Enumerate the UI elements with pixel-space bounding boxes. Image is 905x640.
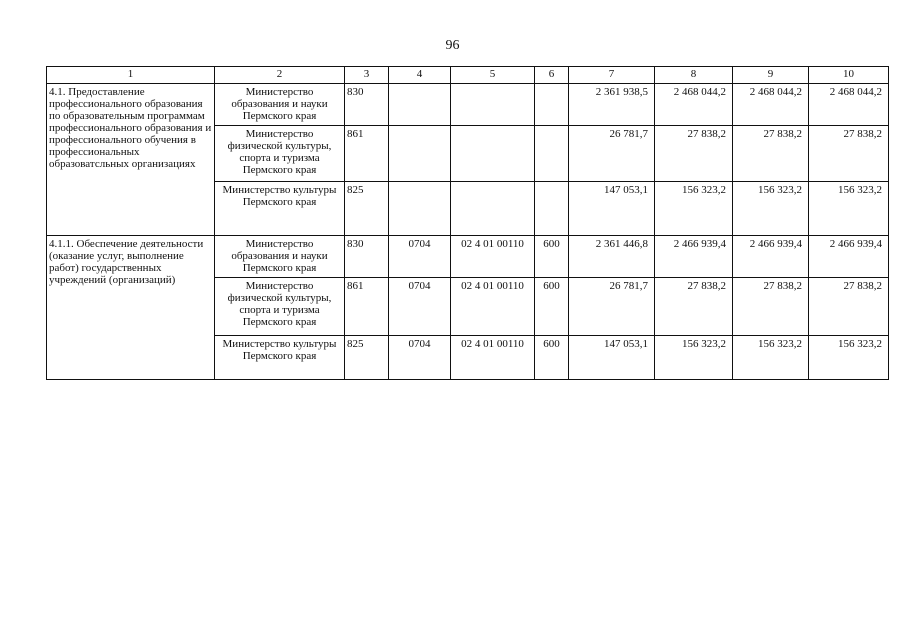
expense-type-cell: 600 — [535, 236, 569, 278]
amount-cell: 27 838,2 — [733, 278, 809, 336]
amount-cell: 2 361 446,8 — [569, 236, 655, 278]
code-cell: 861 — [345, 126, 389, 182]
org-cell: Министерство культуры Пермского края — [215, 182, 345, 236]
program-name-cell: 4.1.1. Обеспечение деятельности (оказание услуг, выполнение работ) государственных учреждений (организаций) — [47, 236, 215, 380]
target-article-cell — [451, 126, 535, 182]
amount-cell: 2 468 044,2 — [809, 84, 889, 126]
column-header: 4 — [389, 67, 451, 84]
amount-cell: 26 781,7 — [569, 278, 655, 336]
amount-cell: 156 323,2 — [733, 182, 809, 236]
section-cell: 0704 — [389, 236, 451, 278]
amount-cell: 156 323,2 — [809, 336, 889, 380]
section-cell — [389, 126, 451, 182]
amount-cell: 2 466 939,4 — [733, 236, 809, 278]
org-cell: Министерство образования и науки Пермского края — [215, 84, 345, 126]
expense-type-cell: 600 — [535, 336, 569, 380]
page-number: 96 — [445, 38, 460, 53]
target-article-cell: 02 4 01 00110 — [451, 278, 535, 336]
code-cell: 825 — [345, 336, 389, 380]
budget-table — [46, 66, 889, 380]
target-article-cell — [451, 84, 535, 126]
column-header: 7 — [569, 67, 655, 84]
amount-cell: 27 838,2 — [809, 126, 889, 182]
expense-type-cell — [535, 182, 569, 236]
section-cell — [389, 182, 451, 236]
column-header: 9 — [733, 67, 809, 84]
target-article-cell: 02 4 01 00110 — [451, 236, 535, 278]
amount-cell: 27 838,2 — [733, 126, 809, 182]
target-article-cell: 02 4 01 00110 — [451, 336, 535, 380]
amount-cell: 156 323,2 — [733, 336, 809, 380]
column-header: 10 — [809, 67, 889, 84]
amount-cell: 156 323,2 — [655, 182, 733, 236]
org-cell: Министерство образования и науки Пермского края — [215, 236, 345, 278]
program-name-cell: 4.1. Предоставление профессионального образования по образовательным программам профессионального образования и профессионального обучения в профессиональных образоватсльных организациях — [47, 84, 215, 236]
amount-cell: 2 466 939,4 — [655, 236, 733, 278]
column-header: 6 — [535, 67, 569, 84]
org-cell: Министерство физической культуры, спорта и туризма Пермского края — [215, 278, 345, 336]
code-cell: 830 — [345, 84, 389, 126]
amount-cell: 147 053,1 — [569, 336, 655, 380]
header-row — [47, 67, 889, 84]
table-row — [47, 84, 889, 126]
expense-type-cell — [535, 126, 569, 182]
amount-cell: 2 468 044,2 — [655, 84, 733, 126]
column-header: 3 — [345, 67, 389, 84]
org-cell: Министерство физической культуры, спорта и туризма Пермского края — [215, 126, 345, 182]
amount-cell: 156 323,2 — [809, 182, 889, 236]
expense-type-cell — [535, 84, 569, 126]
table-row — [47, 236, 889, 278]
code-cell: 825 — [345, 182, 389, 236]
amount-cell: 27 838,2 — [655, 278, 733, 336]
column-header: 8 — [655, 67, 733, 84]
code-cell: 830 — [345, 236, 389, 278]
section-cell: 0704 — [389, 336, 451, 380]
section-cell — [389, 84, 451, 126]
amount-cell: 2 361 938,5 — [569, 84, 655, 126]
column-header: 1 — [47, 67, 215, 84]
amount-cell: 147 053,1 — [569, 182, 655, 236]
section-cell: 0704 — [389, 278, 451, 336]
amount-cell: 27 838,2 — [809, 278, 889, 336]
code-cell: 861 — [345, 278, 389, 336]
amount-cell: 156 323,2 — [655, 336, 733, 380]
org-cell: Министерство культуры Пермского края — [215, 336, 345, 380]
expense-type-cell: 600 — [535, 278, 569, 336]
amount-cell: 27 838,2 — [655, 126, 733, 182]
amount-cell: 2 466 939,4 — [809, 236, 889, 278]
column-header: 5 — [451, 67, 535, 84]
column-header: 2 — [215, 67, 345, 84]
amount-cell: 26 781,7 — [569, 126, 655, 182]
target-article-cell — [451, 182, 535, 236]
amount-cell: 2 468 044,2 — [733, 84, 809, 126]
